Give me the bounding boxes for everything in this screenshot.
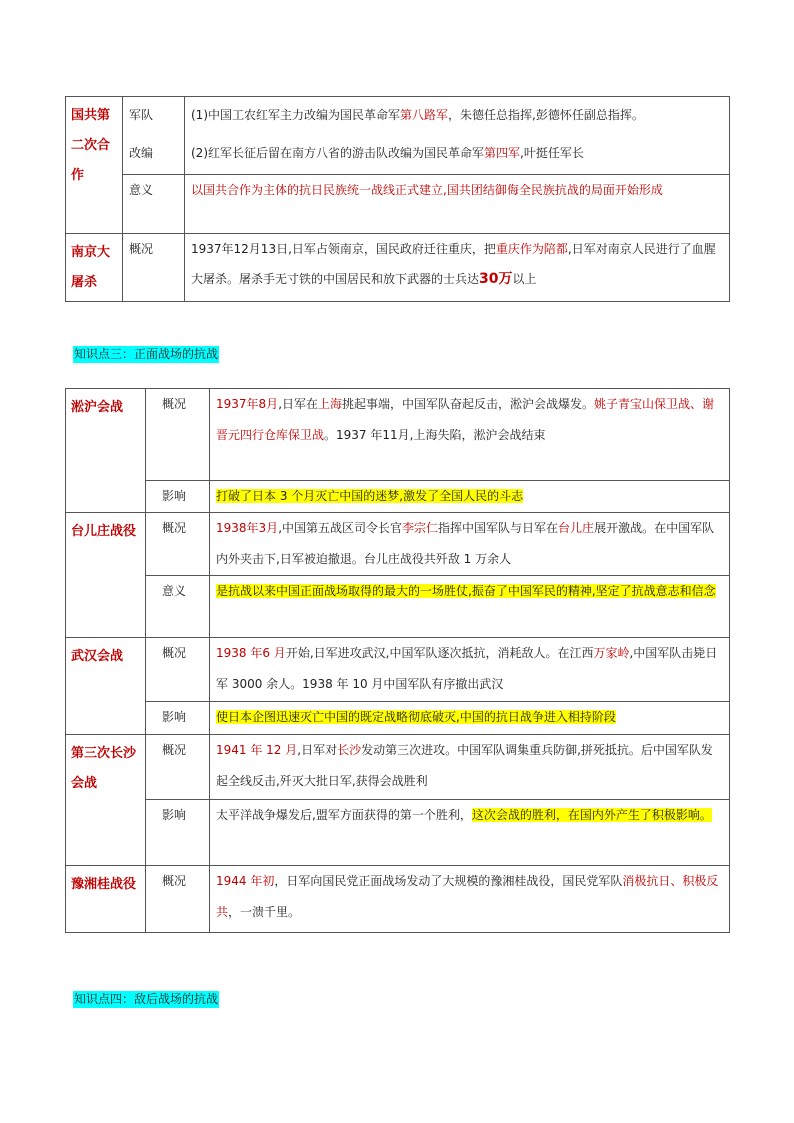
yuxianggui-overview: 1944 年初，日军向国民党正面战场发动了大规模的豫湘桂战役，国民党军队消极抗日、积极反共，一溃千里。 [210, 866, 730, 933]
taierzhuang-significance: 是抗战以来中国正面战场取得的最大的一场胜仗,振奋了中国军民的精神,坚定了抗战意志和信念 [210, 576, 730, 638]
label-overview: 概况 [146, 513, 210, 576]
topic-yuxianggui: 豫湘桂战役 [66, 866, 146, 933]
label-impact: 影响 [146, 702, 210, 735]
nanjing-content: 1937年12月13日,日军占领南京，国民政府迁往重庆，把重庆作为陪都,日军对南京人民进行了血腥大屠杀。屠杀手无寸铁的中国居民和放下武器的士兵达30万以上 [185, 234, 730, 302]
label-reorg: 改编 [129, 146, 154, 160]
topic-cooperation: 国共第二次合作 [66, 97, 123, 234]
changsha-overview: 1941 年 12 月,日军对长沙发动第三次进攻。中国军队调集重兵防御,拼死抵抗。后中国军队发起全线反击,歼灭大批日军,获得会战胜利 [210, 735, 730, 800]
label-overview: 概况 [146, 866, 210, 933]
heading-knowledge-3: 知识点三：正面战场的抗战 [74, 347, 219, 361]
heading-knowledge-4: 知识点四：敌后战场的抗战 [74, 992, 219, 1006]
cooperation-table [65, 96, 730, 302]
label-impact: 影响 [146, 481, 210, 513]
topic-wuhan: 武汉会战 [66, 638, 146, 735]
eighth-route-army: 第八路军 [400, 108, 449, 122]
label-overview: 概况 [146, 389, 210, 481]
changsha-impact: 太平洋战争爆发后,盟军方面获得的第一个胜利，这次会战的胜利，在国内外产生了积极影响。 [210, 800, 730, 866]
taierzhuang-overview: 1938年3月,中国第五战区司令长官李宗仁指挥中国军队与日军在台儿庄展开激战。在中国军队内外夹击下,日军被迫撤退。台儿庄战役共歼敌 1 万余人 [210, 513, 730, 576]
topic-songhu: 淞沪会战 [66, 389, 146, 513]
reorg-line-1: (1)中国工农红军主力改编为国民革命军第八路军，朱德任总指挥,彭德怀任副总指挥。 [191, 108, 644, 122]
wuhan-impact: 使日本企图迅速灭亡中国的既定战略彻底破灭,中国的抗日战争进入相持阶段 [210, 702, 730, 735]
label-significance: 意义 [123, 175, 185, 234]
new-fourth-army: 第四军 [484, 146, 521, 160]
label-overview: 概况 [123, 234, 185, 302]
topic-nanjing: 南京大屠杀 [66, 234, 123, 302]
reorg-line-2: (2)红军长征后留在南方八省的游击队改编为国民革命军第四军,叶挺任军长 [191, 146, 584, 160]
label-overview: 概况 [146, 638, 210, 702]
wuhan-overview: 1938 年6 月开始,日军进攻武汉,中国军队逐次抵抗，消耗敌人。在江西万家岭,中国军队击毙日军 3000 余人。1938 年 10 月中国军队有序撤出武汉 [210, 638, 730, 702]
songhu-overview: 1937年8月,日军在上海挑起事端，中国军队奋起反击，淞沪会战爆发。姚子青宝山保卫战、谢晋元四行仓库保卫战。1937 年11月,上海失陷，淞沪会战结束 [210, 389, 730, 481]
cooperation-significance: 以国共合作为主体的抗日民族统一战线正式建立,国共团结御侮全民族抗战的局面开始形成 [185, 175, 730, 234]
topic-taierzhuang: 台儿庄战役 [66, 513, 146, 638]
label-army: 军队 [129, 108, 154, 122]
topic-changsha: 第三次长沙会战 [66, 735, 146, 866]
songhu-impact: 打破了日本 3 个月灭亡中国的迷梦,激发了全国人民的斗志 [210, 481, 730, 513]
label-overview: 概况 [146, 735, 210, 800]
label-army-reorg [123, 97, 185, 175]
frontline-table [65, 388, 730, 933]
reorg-content [185, 97, 730, 175]
label-impact: 影响 [146, 800, 210, 866]
label-significance: 意义 [146, 576, 210, 638]
